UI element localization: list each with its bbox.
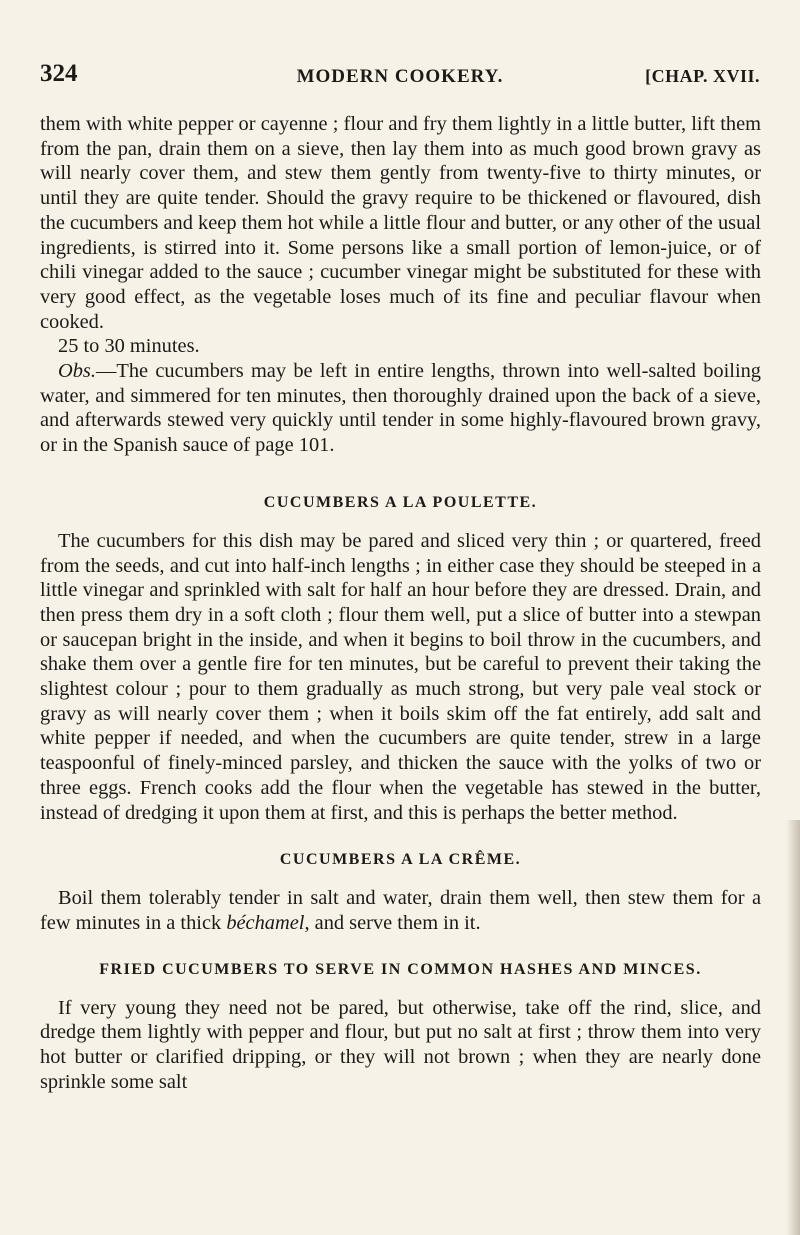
running-title: MODERN COOKERY.: [296, 66, 504, 87]
observation-paragraph: [40, 359, 761, 458]
chapter-label: [CHAP. XVII.: [645, 66, 760, 86]
creme-text-b: , and serve them in it.: [304, 911, 481, 934]
section-heading-fried: FRIED CUCUMBERS TO SERVE IN COMMON HASHES AND MINCES.: [99, 960, 702, 978]
section-heading-creme: CUCUMBERS A LA CRÊME.: [279, 851, 522, 869]
creme-text-italic: béchamel: [226, 911, 305, 934]
section-heading-poulette: CUCUMBERS A LA POULETTE.: [263, 493, 538, 511]
obs-label: Obs.: [58, 360, 96, 383]
paragraph-fried: If very young they need not be pared, but otherwise, take off the rind, slice, and dredge them lightly with pepper and flour, but put no salt at first ; throw them into very hot butter or clarified dripping, or they will not brown ; when they are nearly done sprinkle some salt: [40, 996, 761, 1093]
obs-text: —The cucumbers may be left in entire lengths, thrown into well-salted boiling water, and simmered for ten minutes, then thoroughly drained upon the back of a sieve, and afterwards stewed very quickly until tender in some highly-flavoured brown gravy, or in the Spanish sauce of page 101.: [40, 360, 761, 457]
cooking-time: 25 to 30 minutes.: [58, 335, 200, 358]
paragraph-continued: them with white pepper or cayenne ; flour and fry them lightly in a little butter, lift them from the pan, drain them on a sieve, then lay them into as much good brown gravy as will nearly cover them, and stew them gently from twenty-five to thirty minutes, or until they are quite tender. Should the gravy require to be thickened or flavoured, dish the cucumbers and keep them hot while a little flour and butter, or any other of the usual ingredients, is stirred into it. Some persons like a small portion of lemon-juice, or of chili vinegar added to the sauce ; cucumber vinegar might be substituted for these with very good effect, as the vegetable loses much of its fine and peculiar flavour when cooked.: [40, 113, 761, 333]
creme-text-a: Boil them tolerably tender in salt and water, drain them well, then stew them for a few minutes in a thick: [40, 887, 761, 934]
paragraph-creme: [40, 886, 761, 935]
page-edge-shadow: [786, 820, 800, 1235]
page-body: [40, 112, 761, 1095]
page-header: [40, 60, 760, 90]
paragraph-poulette: The cucumbers for this dish may be pared and sliced very thin ; or quartered, freed from the seeds, and cut into half-inch lengths ; in either case they should be steeped in a little vinegar and sprinkled with salt for half an hour before they are dressed. Drain, and then press them dry in a soft cloth ; flour them well, put a slice of butter into a stewpan or saucepan bright in the inside, and when it begins to boil throw in the cucumbers, and shake them over a gentle fire for ten minutes, but be careful to prevent their taking the slightest colour ; pour to them gradually as much strong, but very pale veal stock or gravy as will nearly cover them ; when it boils skim off the fat entirely, add salt and white pepper if needed, and when the cucumbers are quite tender, strew in a large teaspoonful of finely-minced parsley, and thicken the sauce with the yolks of two or three eggs. French cooks add the flour when the vegetable has stewed in the butter, instead of dredging it upon them at first, and this is perhaps the better method.: [40, 529, 761, 824]
page-number: 324: [40, 60, 78, 87]
